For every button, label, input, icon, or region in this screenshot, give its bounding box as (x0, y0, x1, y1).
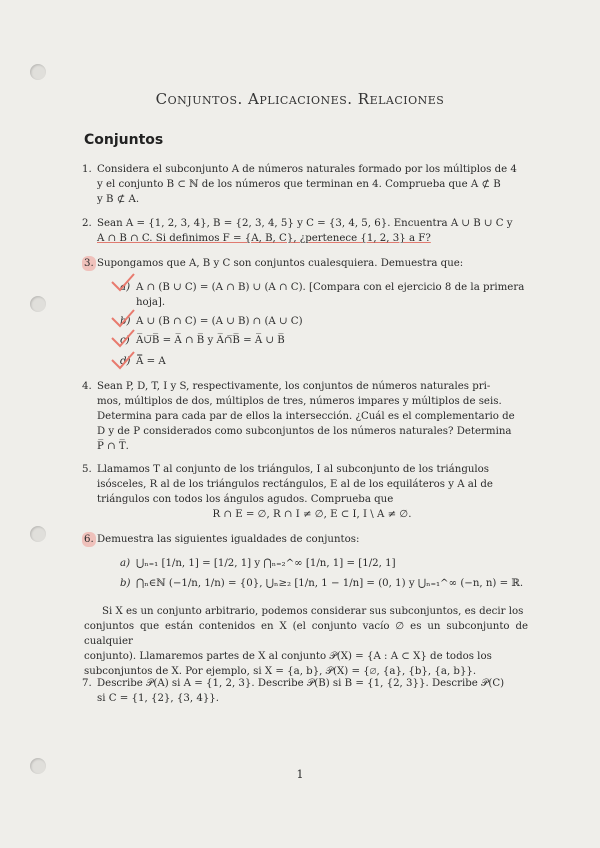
sub-label: a) (120, 558, 131, 569)
sub-text: A ∩ (B ∪ C) = (A ∩ B) ∪ (A ∩ C). [Compara con el ejercicio 8 de la primera (136, 282, 525, 293)
exercise-number: 7. (82, 678, 92, 689)
exercise-line: si C = {1, {2}, {3, 4}}. (97, 693, 220, 704)
paragraph-line: Si X es un conjunto arbitrario, podemos considerar sus subconjuntos, es decir los (102, 606, 524, 617)
exercise-3b (120, 314, 303, 329)
exercise-6b (120, 576, 523, 591)
sub-text: A̅∪̅B̅ = A̅ ∩ B̅ y A̅∩̅B̅ = A̅ ∪ B̅ (136, 335, 285, 346)
exercise-2 (82, 216, 527, 246)
exercise-6 (84, 532, 527, 547)
exercise-line: Determina para cada par de ellos la intersección. ¿Cuál es el complementario de (97, 411, 515, 422)
exercise-line: Considera el subconjunto A de números naturales formado por los múltiplos de 4 (97, 164, 517, 175)
exercise-number: 1. (82, 164, 92, 175)
exercise-3c (120, 333, 285, 348)
exercise-line: Llamamos T al conjunto de los triángulos, I al subconjunto de los triángulos (97, 464, 490, 475)
exercise-number: 4. (82, 381, 92, 392)
exercise-3a (120, 280, 524, 295)
exercise-3a-cont: hoja]. (136, 297, 166, 308)
sub-label: b) (120, 578, 131, 589)
paragraph-line: conjuntos que están contenidos en X (el conjunto vacío ∅ es un subconjunto de cualquier (84, 621, 528, 647)
paragraph-line: conjunto). Llamaremos partes de X al conjunto 𝒫(X) = {A : A ⊂ X} de todos los (84, 651, 492, 662)
page-title: Conjuntos. Aplicaciones. Relaciones (155, 90, 445, 108)
binder-hole-icon (30, 526, 46, 542)
exercise-line: Sean A = {1, 2, 3, 4}, B = {2, 3, 4, 5} y C = {3, 4, 5, 6}. Encuentra A ∪ B ∪ C y (97, 218, 513, 229)
sub-text: ⋂ₙ∈ℕ (−1/n, 1/n) = {0}, ⋃ₙ≥₂ [1/n, 1 − 1/n] = (0, 1) y ⋃ₙ₌₁^∞ (−n, n) = ℝ. (136, 578, 524, 589)
annotation-marks-icon (108, 270, 138, 380)
exercise-line: Sean P, D, T, I y S, respectivamente, los conjuntos de números naturales pri- (97, 381, 491, 392)
sub-text: ⋃ₙ₌₁ [1/n, 1] = [1/2, 1] y ⋂ₙ₌₂^∞ [1/n, 1] = [1/2, 1] (136, 558, 396, 569)
sub-label: b) (120, 316, 131, 327)
exercise-line: Demuestra las siguientes igualdades de conjuntos: (97, 534, 360, 545)
exercise-line: y B ⊄ A. (97, 194, 140, 205)
sub-label: a) (120, 282, 131, 293)
exercise-line: Describe 𝒫(A) si A = {1, 2, 3}. Describe 𝒫(B) si B = {1, {2, 3}}. Describe 𝒫(C) (97, 678, 505, 689)
page-number: 1 (296, 768, 304, 781)
definition-paragraph (84, 604, 528, 679)
exercise-6a (120, 556, 396, 571)
binder-hole-icon (30, 64, 46, 80)
sub-label: d) (120, 356, 131, 367)
binder-hole-icon (30, 296, 46, 312)
section-heading: Conjuntos (84, 132, 164, 148)
exercise-line: mos, múltiplos de dos, múltiplos de tres, números impares y múltiplos de seis. (97, 396, 502, 407)
exercise-number-highlighted: 3. (84, 258, 94, 269)
exercise-5 (82, 462, 527, 522)
sub-text: A̿ = A (136, 356, 166, 367)
exercise-line: triángulos con todos los ángulos agudos. Comprueba que (97, 494, 394, 505)
exercise-line: P̅ ∩ T̅. (97, 441, 129, 452)
exercise-line: D y de P considerados como subconjuntos de los números naturales? Determina (97, 426, 512, 437)
exercise-4 (82, 379, 527, 454)
paragraph-line: subconjuntos de X. Por ejemplo, si X = {a, b}, 𝒫(X) = {∅, {a}, {b}, {a, b}}. (84, 666, 477, 677)
exercise-7 (82, 676, 527, 706)
exercise-3 (84, 256, 527, 271)
exercise-formula: R ∩ E = ∅, R ∩ I ≠ ∅, E ⊂ I, I \ A ≠ ∅. (212, 509, 412, 520)
exercise-line: y el conjunto B ⊂ ℕ de los números que terminan en 4. Comprueba que A ⊄ B (97, 179, 501, 190)
exercise-number: 2. (82, 218, 92, 229)
exercise-number-highlighted: 6. (84, 534, 94, 545)
exercise-number: 5. (82, 464, 92, 475)
sub-label: c) (120, 335, 130, 346)
exercise-line: A ∩ B ∩ C. Si definimos F = {A, B, C}, ¿pertenece {1, 2, 3} a F? (97, 233, 431, 244)
exercise-line: Supongamos que A, B y C son conjuntos cualesquiera. Demuestra que: (97, 258, 464, 269)
exercise-1 (82, 162, 527, 207)
exercise-line: isósceles, R al de los triángulos rectángulos, E al de los equiláteros y A al de (97, 479, 493, 490)
sub-text: A ∪ (B ∩ C) = (A ∪ B) ∩ (A ∪ C) (136, 316, 303, 327)
